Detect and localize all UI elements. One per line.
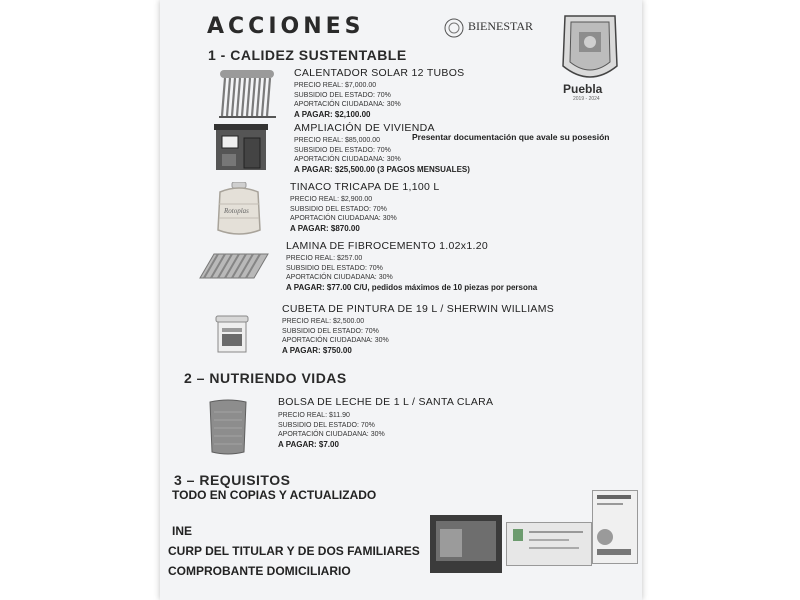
product-3 xyxy=(290,181,440,233)
puebla-text: Puebla xyxy=(563,82,603,96)
product-pay-amount: A PAGAR: $25,500.00 (3 PAGOS MENSUALES) xyxy=(294,164,470,174)
requirement-comprobante: COMPROBANTE DOMICILIARIO xyxy=(168,564,351,578)
product-price: PRECIO REAL: $11.90 xyxy=(278,412,350,419)
product-contribution: APORTACIÓN CIUDADANA: 30% xyxy=(286,274,393,281)
product-name: LAMINA DE FIBROCEMENTO 1.02x1.20 xyxy=(286,240,488,252)
product-contribution: APORTACIÓN CIUDADANA: 30% xyxy=(278,431,385,438)
puebla-logo xyxy=(555,8,625,103)
product-price: PRECIO REAL: $85,000.00 xyxy=(294,137,380,144)
product-contribution: APORTACIÓN CIUDADANA: 30% xyxy=(294,156,401,163)
mexico-seal-icon xyxy=(444,18,464,38)
bienestar-logo xyxy=(442,16,552,40)
product-2 xyxy=(294,122,470,174)
ine-card-image xyxy=(430,515,502,573)
requirements-subtitle: TODO EN COPIAS Y ACTUALIZADO xyxy=(172,488,377,502)
product-pay-amount: A PAGAR: $7.00 xyxy=(278,439,339,449)
product-subsidy: SUBSIDIO DEL ESTADO: 70% xyxy=(290,205,387,213)
section-2-title: 2 – NUTRIENDO VIDAS xyxy=(184,370,347,386)
product-name: CUBETA DE PINTURA DE 19 L / SHERWIN WILLIAMS xyxy=(282,303,555,315)
product-name: AMPLIACIÓN DE VIVIENDA xyxy=(294,122,435,134)
section-1-title: 1 - CALIDEZ SUSTENTABLE xyxy=(208,47,407,63)
product-subsidy: SUBSIDIO DEL ESTADO: 70% xyxy=(294,91,391,99)
paint-bucket-icon xyxy=(212,314,252,354)
product-5 xyxy=(282,303,554,355)
product-price: PRECIO REAL: $257.00 xyxy=(286,255,363,262)
product-price: PRECIO REAL: $2,500.00 xyxy=(282,318,365,325)
product-contribution: APORTACIÓN CIUDADANA: 30% xyxy=(290,215,397,222)
bienestar-text: BIENESTAR xyxy=(468,19,534,33)
product-price: PRECIO REAL: $2,900.00 xyxy=(290,196,373,203)
product-6 xyxy=(278,396,493,449)
roof-sheet-icon xyxy=(198,248,270,284)
product-name: CALENTADOR SOLAR 12 TUBOS xyxy=(294,67,465,79)
flyer-page xyxy=(160,0,642,600)
puebla-years: 2019 - 2024 xyxy=(573,96,600,102)
utility-bill-image xyxy=(592,490,638,564)
house-icon xyxy=(214,124,270,172)
requirement-ine: INE xyxy=(172,524,193,538)
product-subsidy: SUBSIDIO DEL ESTADO: 70% xyxy=(294,146,391,154)
curp-document-image xyxy=(506,522,592,566)
product-subsidy: SUBSIDIO DEL ESTADO: 70% xyxy=(282,327,379,335)
product-pay-amount: A PAGAR: $870.00 xyxy=(290,223,360,233)
product-name: BOLSA DE LECHE DE 1 L / SANTA CLARA xyxy=(278,396,494,408)
product-subsidy: SUBSIDIO DEL ESTADO: 70% xyxy=(278,421,375,429)
solar-heater-icon xyxy=(216,68,282,122)
water-tank-icon xyxy=(214,182,266,238)
product-pay-amount: A PAGAR: $2,100.00 xyxy=(294,109,371,119)
product-price: PRECIO REAL: $7,000.00 xyxy=(294,82,377,89)
section-3-title: 3 – REQUISITOS xyxy=(174,472,291,488)
svg-text:Rotoplas: Rotoplas xyxy=(224,207,249,215)
requirement-curp: CURP DEL TITULAR Y DE DOS FAMILIARES xyxy=(168,544,420,558)
product-contribution: APORTACIÓN CIUDADANA: 30% xyxy=(294,101,401,108)
product-4 xyxy=(286,240,537,292)
product-1 xyxy=(294,67,465,119)
page-title: ACCIONES xyxy=(207,14,365,39)
puebla-coat-of-arms-icon xyxy=(555,8,625,86)
product-subsidy: SUBSIDIO DEL ESTADO: 70% xyxy=(286,264,383,272)
product-name: TINACO TRICAPA DE 1,100 L xyxy=(290,181,440,193)
product-2-note: Presentar documentación que avale su posesión xyxy=(412,132,610,142)
product-contribution: APORTACIÓN CIUDADANA: 30% xyxy=(282,337,389,344)
product-pay-amount: A PAGAR: $750.00 xyxy=(282,345,352,355)
milk-bag-icon xyxy=(206,398,250,456)
product-pay-amount: A PAGAR: $77.00 C/U, pedidos máximos de 10 piezas por persona xyxy=(286,282,538,292)
